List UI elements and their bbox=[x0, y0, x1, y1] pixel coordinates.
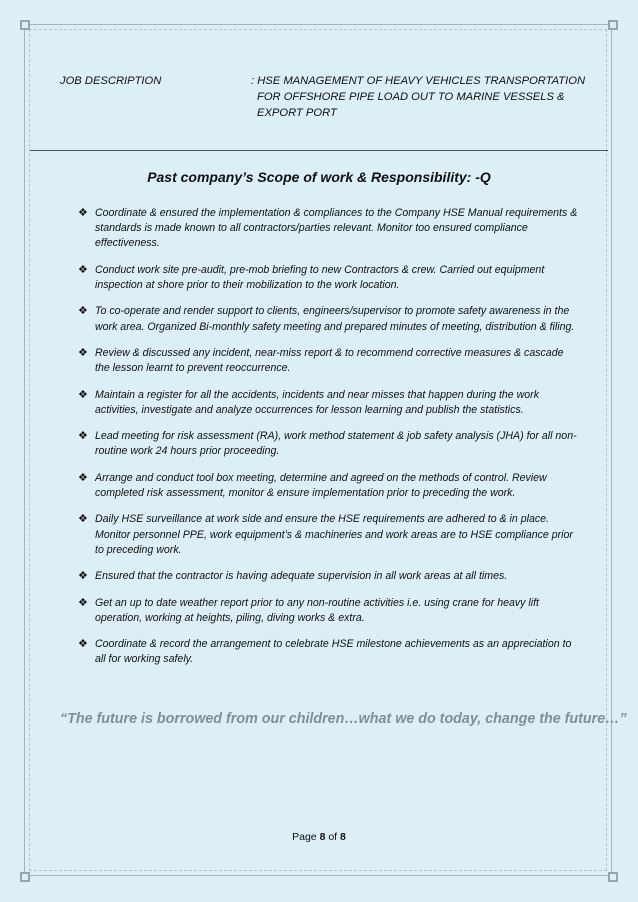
diamond-bullet-icon: ❖ bbox=[78, 263, 88, 276]
list-item-text: Daily HSE surveillance at work side and ensure the HSE requirements are adhered to & in place. Monitor personnel PPE, work equipment’s & machineries and work areas are to HSE compliance prior to preceding work. bbox=[95, 513, 573, 556]
page-footer bbox=[0, 830, 638, 844]
list-item bbox=[78, 569, 578, 584]
header-divider bbox=[30, 150, 608, 151]
current-page-number: 8 bbox=[319, 831, 326, 843]
list-item-text: Ensured that the contractor is having adequate supervision in all work areas at all times. bbox=[95, 570, 508, 583]
list-item-text: Coordinate & record the arrangement to celebrate HSE milestone achievements as an appreciation to all for working safely. bbox=[95, 638, 572, 666]
header-value-line: FOR OFFSHORE PIPE LOAD OUT TO MARINE VESSELS & bbox=[257, 91, 565, 103]
header-value bbox=[251, 73, 591, 121]
border-corner-ornament bbox=[20, 20, 30, 30]
diamond-bullet-icon: ❖ bbox=[78, 346, 88, 359]
list-item bbox=[78, 304, 578, 334]
diamond-bullet-icon: ❖ bbox=[78, 388, 88, 401]
diamond-bullet-icon: ❖ bbox=[78, 596, 88, 609]
diamond-bullet-icon: ❖ bbox=[78, 430, 88, 443]
list-item bbox=[78, 263, 578, 293]
list-item bbox=[78, 206, 578, 252]
list-item bbox=[78, 429, 578, 459]
list-item bbox=[78, 637, 578, 667]
header-label: JOB DESCRIPTION bbox=[60, 75, 162, 87]
total-page-number: 8 bbox=[340, 831, 346, 843]
border-corner-ornament bbox=[608, 872, 618, 882]
list-item bbox=[78, 596, 578, 626]
list-item-text: To co-operate and render support to clients, engineers/supervisor to promote safety awareness in the work area. Organized Bi-monthly safety meeting and prepared minutes of meeting, distribution & filing. bbox=[95, 305, 575, 333]
border-corner-ornament bbox=[608, 20, 618, 30]
border-corner-ornament bbox=[20, 872, 30, 882]
list-item-text: Lead meeting for risk assessment (RA), work method statement & job safety analysis (JHA) for all non-routine work 24 hours prior proceeding. bbox=[95, 430, 577, 458]
list-item bbox=[78, 346, 578, 376]
list-item-text: Get an up to date weather report prior to any non-routine activities i.e. using crane for heavy lift operation, working at heights, piling, diving works & extra. bbox=[95, 596, 540, 624]
diamond-bullet-icon: ❖ bbox=[78, 305, 88, 318]
list-item bbox=[78, 512, 578, 558]
list-item bbox=[78, 388, 578, 418]
list-item-text: Review & discussed any incident, near-miss report & to recommend corrective measures & cascade the lesson learnt to prevent reoccurrence. bbox=[95, 346, 564, 375]
page-word: Page bbox=[292, 831, 317, 843]
list-item-text: Conduct work site pre-audit, pre-mob briefing to new Contractors & crew. Carried out equipment inspection at shore prior to their mobilization to the work location. bbox=[95, 263, 545, 291]
diamond-bullet-icon: ❖ bbox=[78, 471, 88, 484]
header-value-line: : HSE MANAGEMENT OF HEAVY VEHICLES TRANSPORTATION bbox=[251, 75, 586, 87]
of-word: of bbox=[328, 831, 338, 843]
header-value-line: EXPORT PORT bbox=[257, 107, 337, 119]
diamond-bullet-icon: ❖ bbox=[78, 638, 88, 651]
diamond-bullet-icon: ❖ bbox=[78, 570, 88, 583]
responsibility-list bbox=[78, 206, 578, 679]
diamond-bullet-icon: ❖ bbox=[78, 513, 88, 526]
list-item-text: Coordinate & ensured the implementation & compliances to the Company HSE Manual requirements & standards is made known to all contractors/parties relevant. Monitor too ensured compliance effectiveness. bbox=[95, 207, 578, 250]
list-item bbox=[78, 471, 578, 501]
section-title: Past company’s Scope of work & Responsibility: -Q bbox=[147, 169, 491, 185]
list-item-text: Maintain a register for all the accidents, incidents and near misses that happen during the work activities, investigate and analyze occurrences for lesson learning and publish the statistics. bbox=[95, 388, 540, 416]
closing-quote: “The future is borrowed from our children…what we do today, change the future…” bbox=[60, 711, 627, 727]
list-item-text: Arrange and conduct tool box meeting, determine and agreed on the methods of control. Review completed risk assessment, monitor & ensure implementation prior to preceding the work. bbox=[95, 471, 547, 499]
diamond-bullet-icon: ❖ bbox=[78, 207, 88, 219]
